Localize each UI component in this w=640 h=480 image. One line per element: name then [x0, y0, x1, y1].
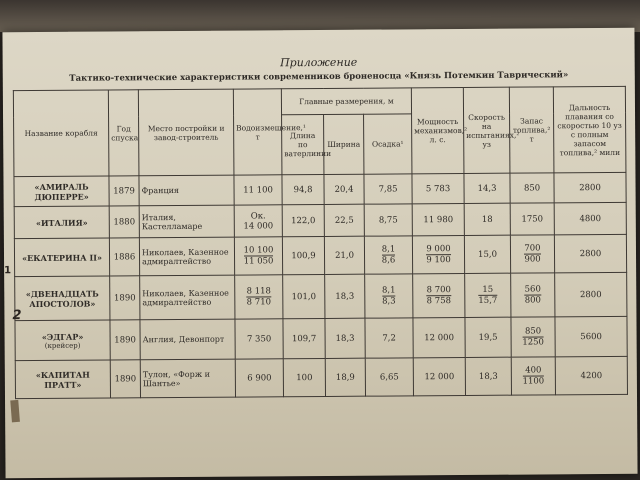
displacement-fraction: [247, 286, 271, 307]
build-place: Николаев, Казенное адмиралтейство: [139, 237, 234, 276]
launch-year: 1886: [109, 238, 139, 276]
cruising-range: 2800: [555, 272, 627, 317]
length: 122,0: [282, 204, 324, 236]
draft-fraction: [382, 244, 396, 265]
width: 20,4: [324, 174, 364, 204]
trial-speed-value-bottom: 15,7: [478, 295, 498, 306]
page-subtitle: Тактико-технические характеристики современников броненосца «Князь Потемкин Таврический»: [69, 70, 569, 84]
displacement: [234, 205, 282, 237]
table-body: [14, 172, 628, 398]
draft: 6,65: [365, 358, 413, 396]
header-year: Год спуска: [108, 90, 139, 176]
table-row: [15, 272, 627, 320]
ship-name: [14, 176, 109, 207]
width: 18,3: [325, 274, 365, 318]
ship-name-text: «ЭДГАР»: [41, 331, 84, 342]
build-place: Франция: [139, 175, 234, 206]
fuel-capacity-value-bottom: 900: [524, 254, 541, 265]
engine-power-fraction: [427, 285, 451, 306]
draft: 7,2: [365, 318, 413, 358]
fuel-capacity-value-top: 700: [524, 243, 541, 254]
ink-stamp-mark: [10, 400, 20, 423]
build-place: Англия, Девонпорт: [140, 319, 235, 360]
draft-value-bottom: 8,3: [382, 296, 396, 307]
header-width: Ширина: [324, 114, 364, 174]
ship-name: [14, 238, 109, 277]
ships-table: [13, 86, 628, 399]
book-page: [2, 28, 637, 478]
fuel-capacity-value-top: 400: [522, 365, 544, 376]
fuel-capacity: [510, 235, 554, 273]
displacement-fraction: [243, 211, 273, 231]
draft-value-top: 8,1: [381, 244, 396, 255]
draft-fraction: [382, 285, 396, 306]
trial-speed: 15,0: [464, 235, 510, 273]
trial-speed: 18,3: [465, 357, 511, 395]
fuel-capacity-value-bottom: 800: [524, 295, 541, 306]
fuel-capacity-fraction: [522, 365, 544, 386]
build-place: Николаев, Казенное адмиралтейство: [140, 275, 235, 320]
displacement-value-top: 10 100: [243, 245, 274, 256]
fuel-capacity: 1750: [510, 203, 554, 235]
fuel-capacity-fraction: [524, 243, 540, 264]
fuel-capacity-fraction: [525, 284, 541, 305]
cruising-range: 5600: [555, 316, 627, 357]
engine-power: [413, 273, 465, 317]
launch-year: 1890: [110, 276, 140, 320]
engine-power-value-bottom: 9 100: [426, 255, 451, 266]
displacement: [235, 275, 283, 319]
width: 22,5: [324, 204, 364, 236]
header-displacement: Водоизмещение,¹ т: [233, 89, 282, 175]
engine-power: 5 783: [412, 173, 464, 203]
fuel-capacity-fraction: [522, 326, 544, 347]
fuel-capacity-value-top: 560: [524, 284, 541, 295]
previous-page-edge: [0, 0, 640, 32]
header-power: Мощность механизмов,² л. с.: [411, 87, 464, 173]
table-row: [15, 316, 627, 360]
displacement: [234, 237, 282, 275]
header-name: Название корабля: [13, 90, 109, 177]
width: 18,9: [325, 358, 365, 396]
draft-value-top: 8,1: [381, 285, 396, 296]
ship-name: [14, 206, 109, 239]
displacement-fraction: [244, 245, 274, 266]
fuel-capacity: 850: [510, 173, 554, 203]
draft: [364, 236, 412, 274]
ship-name-text: «ИТАЛИЯ»: [35, 217, 88, 228]
ship-name: [15, 360, 110, 399]
launch-year: 1880: [109, 206, 139, 238]
draft: 7,85: [364, 174, 412, 204]
table-row: [14, 172, 626, 206]
trial-speed: 14,3: [464, 173, 510, 203]
fuel-capacity: [511, 317, 555, 357]
engine-power: 12 000: [413, 357, 465, 395]
launch-year: 1879: [109, 176, 139, 206]
ship-name: [15, 320, 110, 361]
trial-speed: 18: [464, 203, 510, 235]
displacement-value-bottom: 11 050: [243, 256, 274, 267]
engine-power-fraction: [426, 244, 450, 265]
ship-name-text: «ЕКАТЕРИНА II»: [22, 252, 102, 263]
length: 94,8: [282, 174, 324, 204]
trial-speed: 19,5: [465, 317, 511, 357]
displacement: 11 100: [234, 175, 282, 205]
header-range: Дальность плавания со скоростью 10 уз с полным запасом топлива,² мили: [553, 86, 626, 173]
draft-value-bottom: 8,6: [381, 255, 396, 266]
fuel-capacity: [511, 273, 555, 317]
fuel-capacity-value-top: 850: [522, 326, 544, 337]
build-place: Италия, Кастелламаре: [139, 205, 234, 238]
fuel-capacity-value-bottom: 1250: [522, 337, 544, 348]
ship-name-text: «АМИРАЛЬ ДЮПЕРРЕ»: [34, 181, 89, 202]
launch-year: 1890: [110, 360, 140, 398]
build-place: Тулон, «Форж и Шантье»: [140, 359, 235, 398]
cruising-range: 2800: [554, 234, 626, 273]
launch-year: 1890: [110, 320, 140, 360]
header-length: Длина по ватерлинии: [282, 114, 324, 174]
trial-speed: [465, 273, 511, 317]
width: 18,3: [325, 318, 365, 358]
margin-mark-1: 1: [4, 265, 12, 277]
length: 100,9: [282, 236, 324, 274]
header-fuel: Запас топлива,² т: [509, 87, 554, 173]
trial-speed-fraction: [478, 285, 497, 306]
draft: 8,75: [364, 204, 412, 236]
ship-name: [15, 276, 110, 321]
trial-speed-value-top: 15: [478, 285, 497, 296]
header-place: Место постройки и завод-строитель: [138, 89, 234, 176]
draft: [365, 274, 413, 318]
engine-power: 11 980: [412, 203, 464, 235]
ship-name-text: «ДВЕНАДЦАТЬ АПОСТОЛОВ»: [25, 288, 99, 309]
fuel-capacity: [511, 357, 555, 395]
engine-power-value-top: 8 700: [426, 285, 451, 296]
cruising-range: 4800: [554, 202, 626, 235]
table-row: [14, 234, 626, 276]
length: 100: [283, 358, 325, 396]
fuel-capacity-value-bottom: 1100: [522, 376, 545, 387]
displacement: 7 350: [235, 319, 283, 359]
engine-power: [412, 235, 464, 273]
length: 109,7: [283, 318, 325, 358]
ship-type-note: (крейсер): [44, 341, 81, 350]
ship-name-text: «КАПИТАН ПРАТТ»: [35, 369, 90, 390]
displacement-value-top: Ок.: [250, 210, 266, 221]
cruising-range: 2800: [554, 172, 626, 203]
displacement-value-top: 8 118: [246, 286, 271, 297]
displacement: 6 900: [235, 359, 283, 397]
engine-power: 12 000: [413, 317, 465, 357]
displacement-value-bottom: 14 000: [243, 220, 274, 232]
header-speed: Скорость на испытаниях,² уз: [463, 87, 510, 173]
cruising-range: 4200: [555, 356, 627, 395]
table-row: [14, 202, 626, 238]
page-title: Приложение: [280, 55, 358, 70]
table-row: [15, 356, 627, 398]
margin-mark-2: 2: [12, 308, 22, 324]
engine-power-value-bottom: 8 758: [426, 296, 452, 307]
header-draft: Осадка¹: [364, 114, 412, 174]
width: 21,0: [324, 236, 364, 274]
engine-power-value-top: 9 000: [426, 244, 451, 255]
length: 101,0: [283, 274, 325, 318]
header-dims: Главные размерения, м: [281, 88, 411, 115]
displacement-value-bottom: 8 710: [246, 297, 272, 308]
